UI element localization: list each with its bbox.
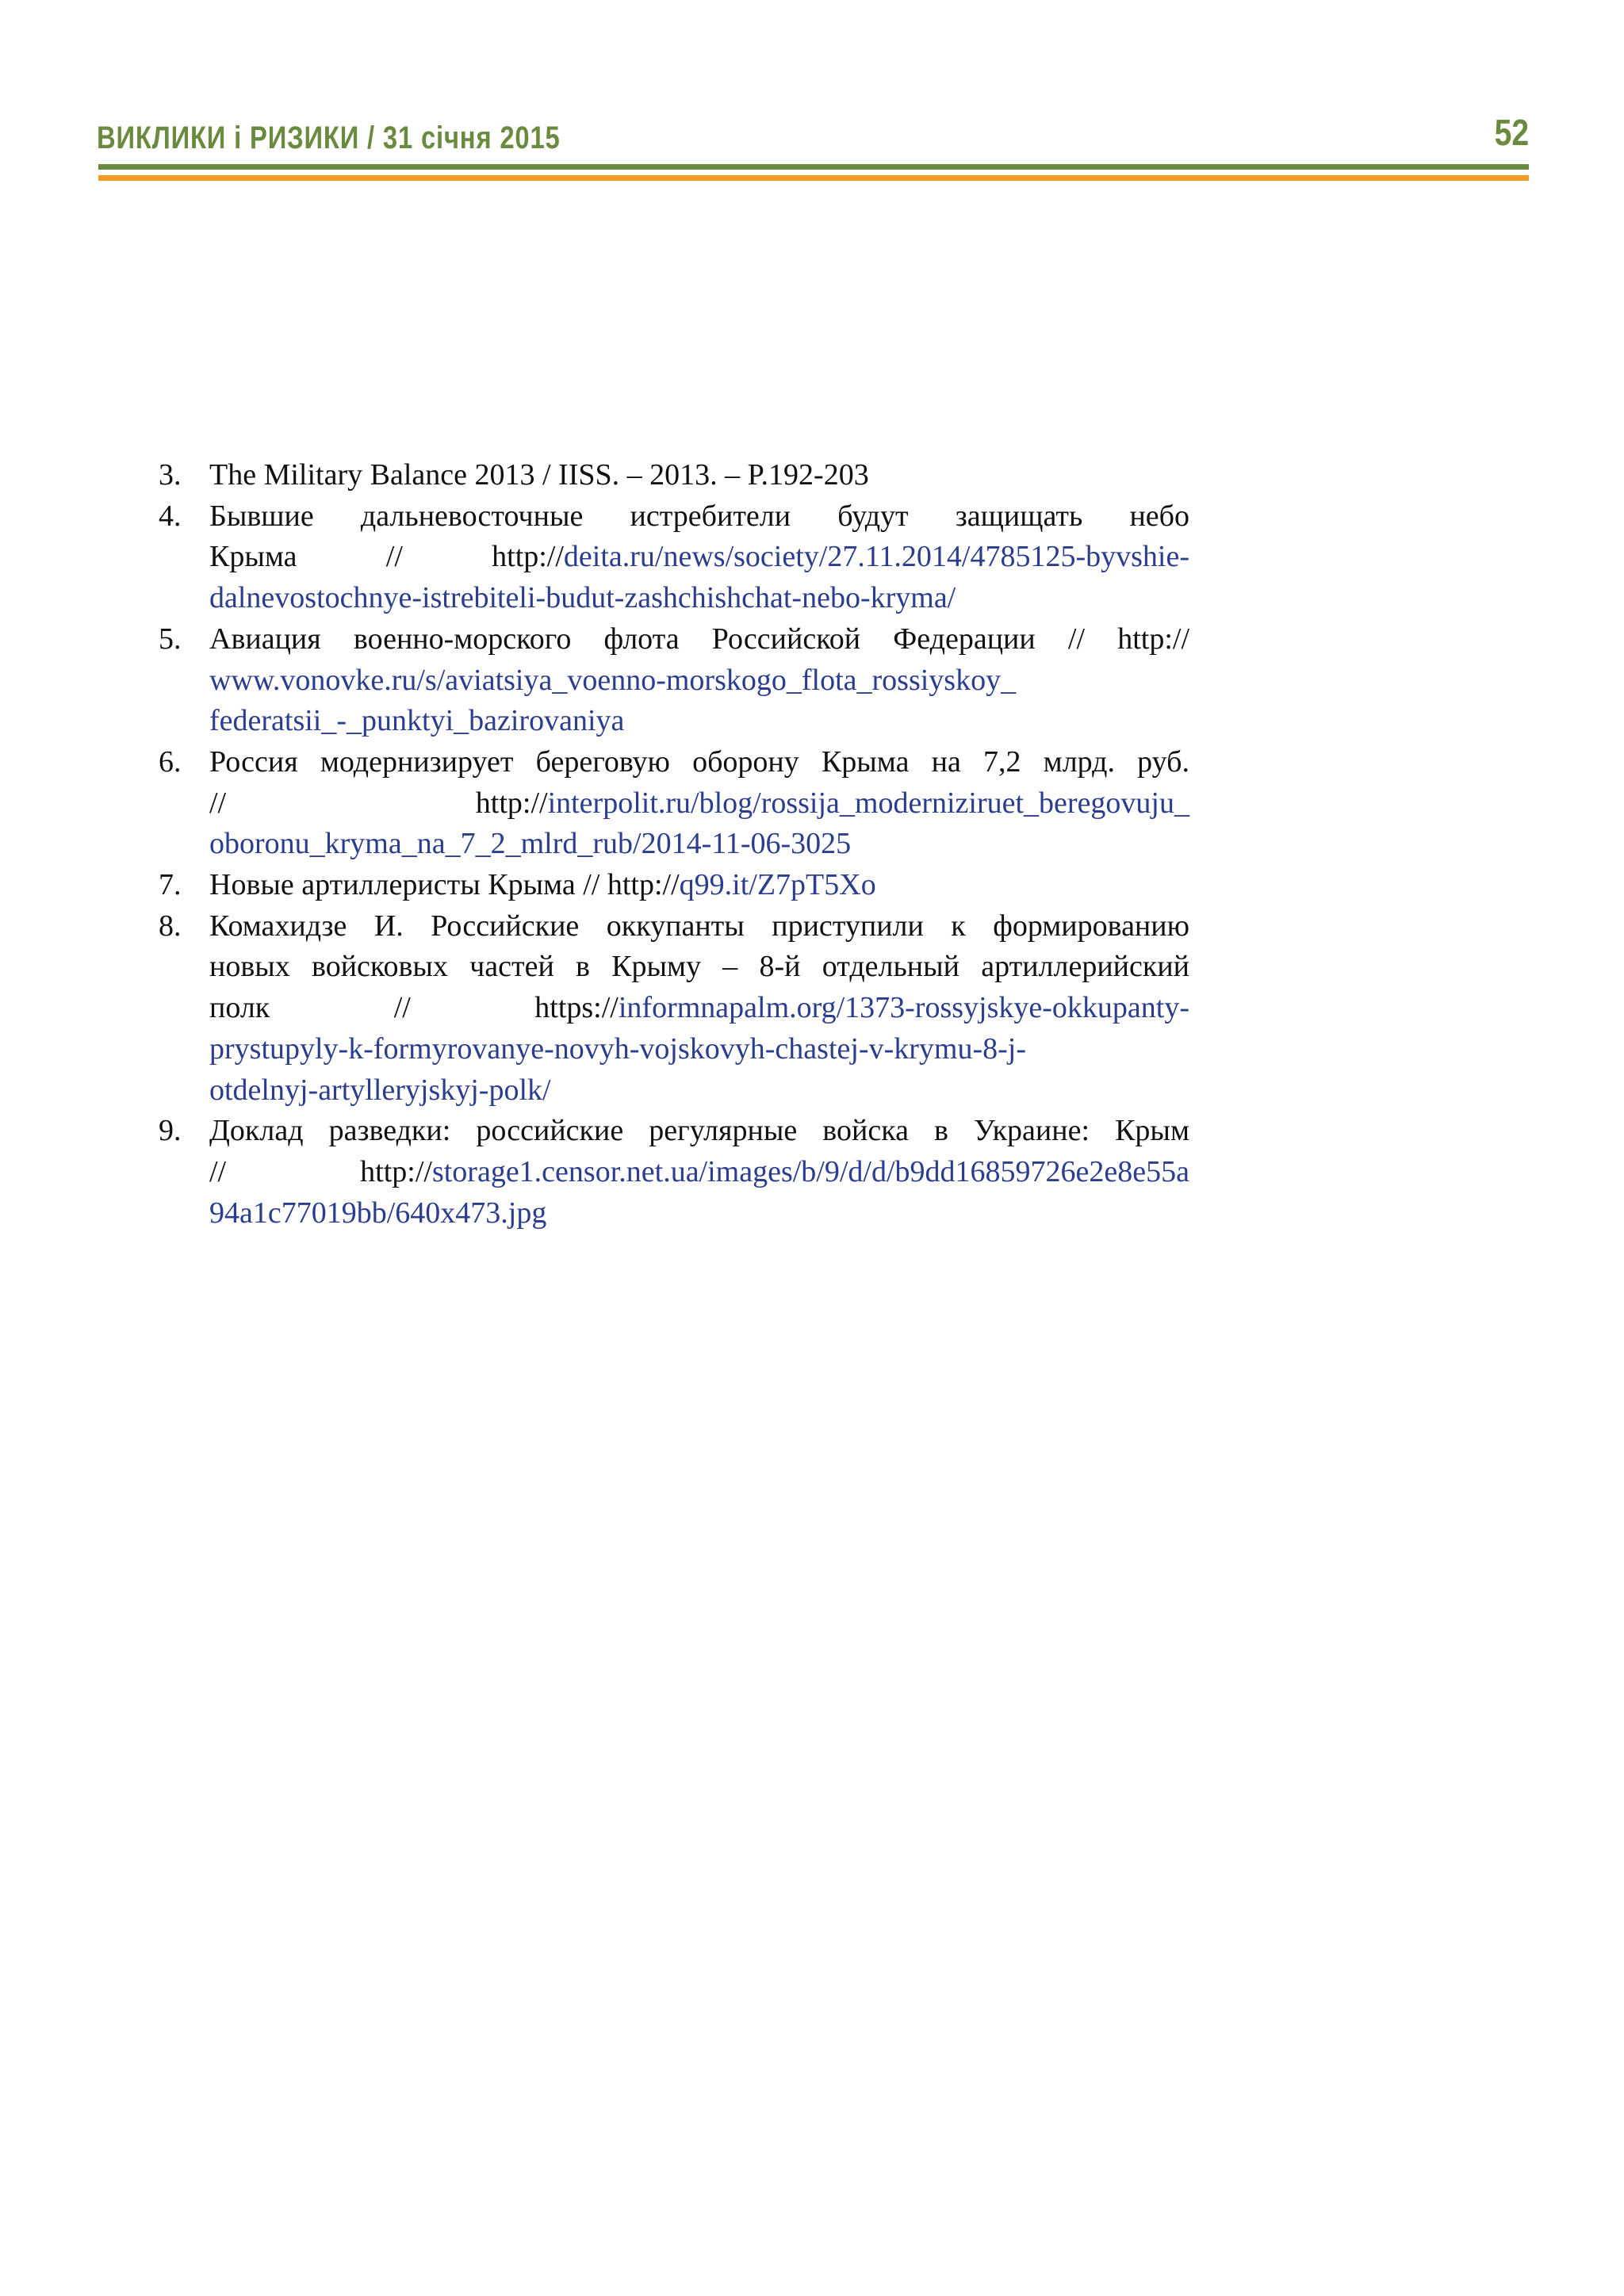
reference-text: новых войсковых частей в Крыму – 8-й отдельный артиллерийский [209,950,1189,984]
reference-line [209,783,1189,825]
reference-line [209,824,1189,865]
reference-link[interactable]: interpolit.ru/blog/rossija_moderniziruet_beregovuju_ [547,786,1189,820]
reference-text: // http:// [209,1154,432,1188]
reference-line [209,455,1189,496]
reference-line [209,1029,1189,1070]
reference-line [209,947,1189,988]
reference-line [209,578,1189,619]
reference-number: 6. [159,744,182,779]
reference-line [209,1193,1189,1234]
reference-item [159,865,1189,906]
reference-text: Россия модернизирует береговую оборону Крыма на 7,2 млрд. руб. [209,744,1189,779]
reference-item [159,619,1189,742]
header-rule-orange [98,175,1529,181]
reference-line [209,1152,1189,1193]
reference-number: 9. [159,1114,182,1148]
reference-text: Крыма // http:// [209,540,564,574]
reference-number: 5. [159,622,182,656]
reference-text: Доклад разведки: российские регулярные войска в Украине: Крым [209,1114,1189,1148]
reference-line [209,660,1189,702]
reference-link[interactable]: 94a1c77019bb/640x473.jpg [209,1196,547,1230]
reference-text: // http:// [209,786,548,820]
reference-number: 3. [159,458,182,492]
reference-line [209,537,1189,578]
reference-text: Новые артиллеристы Крыма // http:// [209,868,680,902]
reference-text: The Military Balance 2013 / IISS. – 2013. – P.192-203 [209,458,869,492]
reference-line [209,742,1189,783]
reference-link[interactable]: q99.it/Z7pT5Xo [679,868,876,902]
reference-link[interactable]: otdelnyj-artylleryjskyj-polk/ [209,1073,551,1107]
reference-text: Комахидзе И. Российские оккупанты приступили к формированию [209,909,1189,943]
reference-number: 4. [159,499,182,533]
reference-list [159,455,1189,1234]
reference-link[interactable]: dalnevostochnye-istrebiteli-budut-zashchishchat-nebo-kryma/ [209,581,956,615]
reference-link[interactable]: prystupyly-k-formyrovanye-novyh-vojskovyh-chastej-v-krymu-8-j- [209,1031,1026,1066]
reference-link[interactable]: deita.ru/news/society/27.11.2014/4785125-byvshie- [563,540,1189,574]
reference-line [209,496,1189,538]
reference-line [209,988,1189,1029]
running-header-title: ВИКЛИКИ і РИЗИКИ / 31 січня 2015 [97,121,561,155]
reference-item [159,1111,1189,1234]
header-rule-green [98,164,1529,170]
reference-line [209,1070,1189,1112]
page-number: 52 [1494,112,1529,153]
reference-text: Бывшие дальневосточные истребители будут защищать небо [209,499,1189,533]
reference-line [209,1111,1189,1152]
reference-text: полк // https:// [209,991,619,1025]
reference-line [209,619,1189,660]
reference-link[interactable]: storage1.censor.net.ua/images/b/9/d/d/b9dd16859726e2e8e55a [431,1154,1189,1188]
reference-link[interactable]: www.vonovke.ru/s/aviatsiya_voenno-morskogo_flota_rossiyskoy_ [209,663,1017,697]
reference-number: 8. [159,909,182,943]
reference-line [209,865,1189,906]
reference-number: 7. [159,868,182,902]
reference-link[interactable]: oboronu_kryma_na_7_2_mlrd_rub/2014-11-06-3025 [209,827,852,861]
reference-line [209,701,1189,742]
reference-item [159,455,1189,496]
reference-line [209,906,1189,947]
reference-link[interactable]: informnapalm.org/1373-rossyjskye-okkupanty- [618,991,1189,1025]
reference-item [159,742,1189,865]
reference-text: Авиация военно-морского флота Российской Федерации // http:// [209,622,1189,656]
reference-item [159,496,1189,619]
reference-item [159,906,1189,1112]
reference-link[interactable]: federatsii_-_punktyi_bazirovaniya [209,704,625,738]
